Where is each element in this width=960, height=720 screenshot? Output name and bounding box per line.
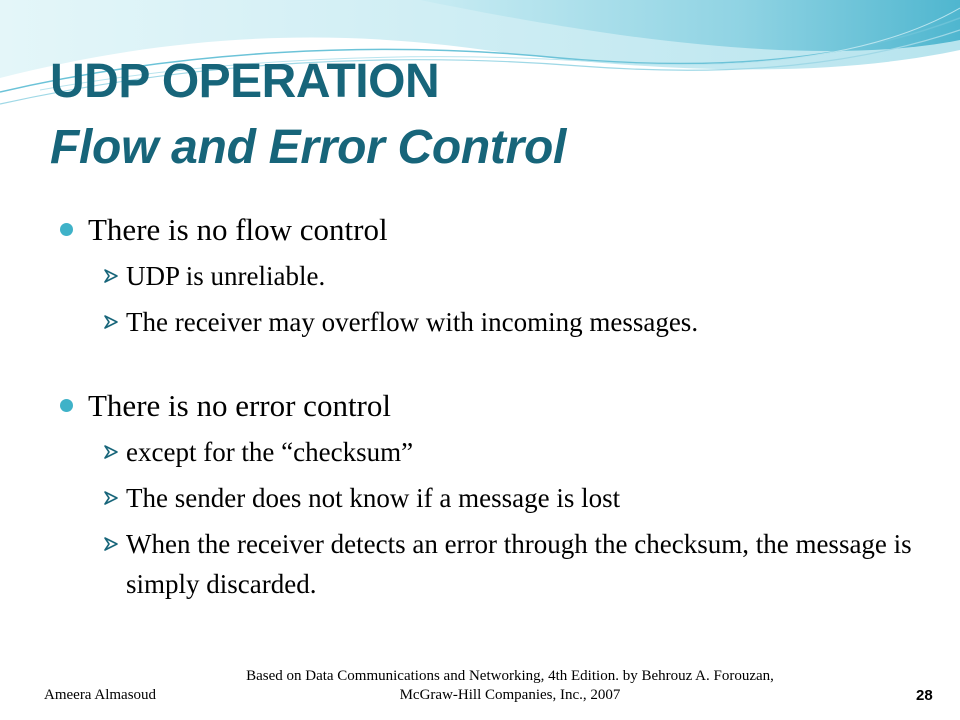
sub-bullet-text: UDP is unreliable. [126,261,326,291]
bullet-dot-icon [60,223,73,236]
bullet-item [60,386,940,426]
bullet-dot-icon [60,399,73,412]
arrow-bullet-icon [103,268,119,284]
arrow-bullet-icon [103,444,119,460]
slide-content [60,210,940,604]
sub-bullet-item [60,256,940,296]
slide-title-subtitle: Flow and Error Control [50,121,567,174]
sub-bullet-text: except for the “checksum” [126,437,414,467]
sub-bullet-text: The sender does not know if a message is lost [126,483,621,513]
page-number: 28 [916,687,933,704]
slide-title-main: UDP OPERATION [50,55,440,108]
footer-author: Ameera Almasoud [44,687,157,703]
sub-bullet-item [60,432,940,472]
bullet-item [60,210,940,250]
arrow-bullet-icon [103,490,119,506]
arrow-bullet-icon [103,314,119,330]
sub-bullet-text: When the receiver detects an error through the checksum, the message is simply discarded. [126,529,912,599]
bullet-text: There is no error control [88,388,391,423]
sub-bullet-text: The receiver may overflow with incoming messages. [126,307,699,337]
sub-bullet-item [60,478,940,518]
arrow-bullet-icon [103,536,119,552]
sub-bullet-item [60,302,940,342]
footer-source: Based on Data Communications and Networking, 4th Edition. by Behrouz A. Forouzan, McGraw-Hill Companies, Inc., 2007 [246,668,774,703]
bullet-text: There is no flow control [88,212,388,247]
sub-bullet-item [60,524,940,604]
slide-title [50,55,567,174]
